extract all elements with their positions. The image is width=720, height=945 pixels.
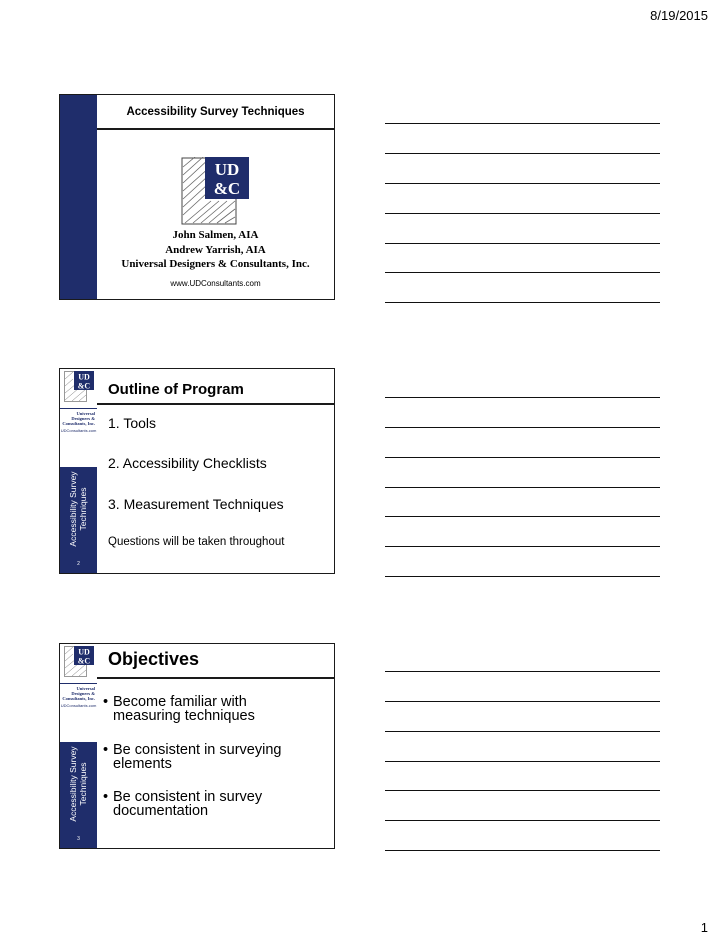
note-line [385,576,660,577]
bullet-item: • Be consistent in survey documentation [103,789,263,819]
presenter-names [97,228,334,272]
slide-note: Questions will be taken throughout [108,536,285,548]
slide-number: 2 [77,561,80,567]
svg-text:UD: UD [78,372,90,382]
page-number: 1 [700,920,708,935]
udc-logo-icon [64,371,94,405]
note-line [385,701,660,702]
sidebar-logo-panel [60,644,97,742]
note-line [385,516,660,517]
svg-text:UD: UD [214,160,240,179]
sidebar-website: UDConsultants.com [60,428,97,433]
slide-title: Accessibility Survey Techniques [126,106,305,118]
svg-text:&C: &C [77,381,91,391]
slide-2 [59,368,335,574]
bullet-item: • Become familiar with measuring techniques [103,694,255,724]
note-line [385,153,660,154]
note-line [385,820,660,821]
svg-text:&C: &C [213,179,241,198]
website-text: www.UDConsultants.com [170,279,261,288]
note-line [385,302,660,303]
note-line [385,761,660,762]
note-line [385,123,660,124]
list-item: 1. Tools [108,415,156,431]
svg-text:UD: UD [78,647,90,657]
note-line [385,243,660,244]
note-line [385,790,660,791]
sidebar-course-title: Accessibility Survey Techniques [68,471,88,547]
sidebar-firm-name: Universal Designers & Consultants, Inc. [62,686,95,701]
presenter-name: Andrew Yarrish, AIA [165,243,266,256]
note-line [385,487,660,488]
slide-sidebar [60,369,97,573]
slide-1 [59,94,335,300]
note-line [385,546,660,547]
sidebar-divider [60,683,97,684]
svg-text:&C: &C [77,656,91,666]
title-divider [97,403,334,405]
slide-sidebar [60,644,97,848]
sidebar-course-title: Accessibility Survey Techniques [68,746,88,822]
slide-number: 3 [77,836,80,842]
slide-sidebar [60,95,97,299]
note-line [385,427,660,428]
udc-logo-icon [64,646,94,680]
sidebar-logo-panel [60,369,97,467]
note-line [385,213,660,214]
sidebar-divider [60,408,97,409]
slide-3 [59,643,335,849]
print-date: 8/19/2015 [650,8,708,23]
title-divider [97,128,334,130]
note-line [385,272,660,273]
list-item: 2. Accessibility Checklists [108,455,267,471]
note-line [385,850,660,851]
slide-title: Outline of Program [108,381,244,398]
sidebar-firm-name: Universal Designers & Consultants, Inc. [62,411,95,426]
list-item: 3. Measurement Techniques [108,496,284,512]
note-line [385,731,660,732]
presenter-name: John Salmen, AIA [172,229,259,241]
slide-title: Objectives [108,649,200,669]
bullet-item: • Be consistent in surveying elements [103,742,282,772]
note-line [385,457,660,458]
note-line [385,183,660,184]
note-line [385,671,660,672]
udc-logo-icon [181,157,251,227]
title-divider [97,677,334,679]
note-line [385,397,660,398]
sidebar-website: UDConsultants.com [60,703,97,708]
company-name: Universal Designers & Consultants, Inc. [121,258,310,270]
